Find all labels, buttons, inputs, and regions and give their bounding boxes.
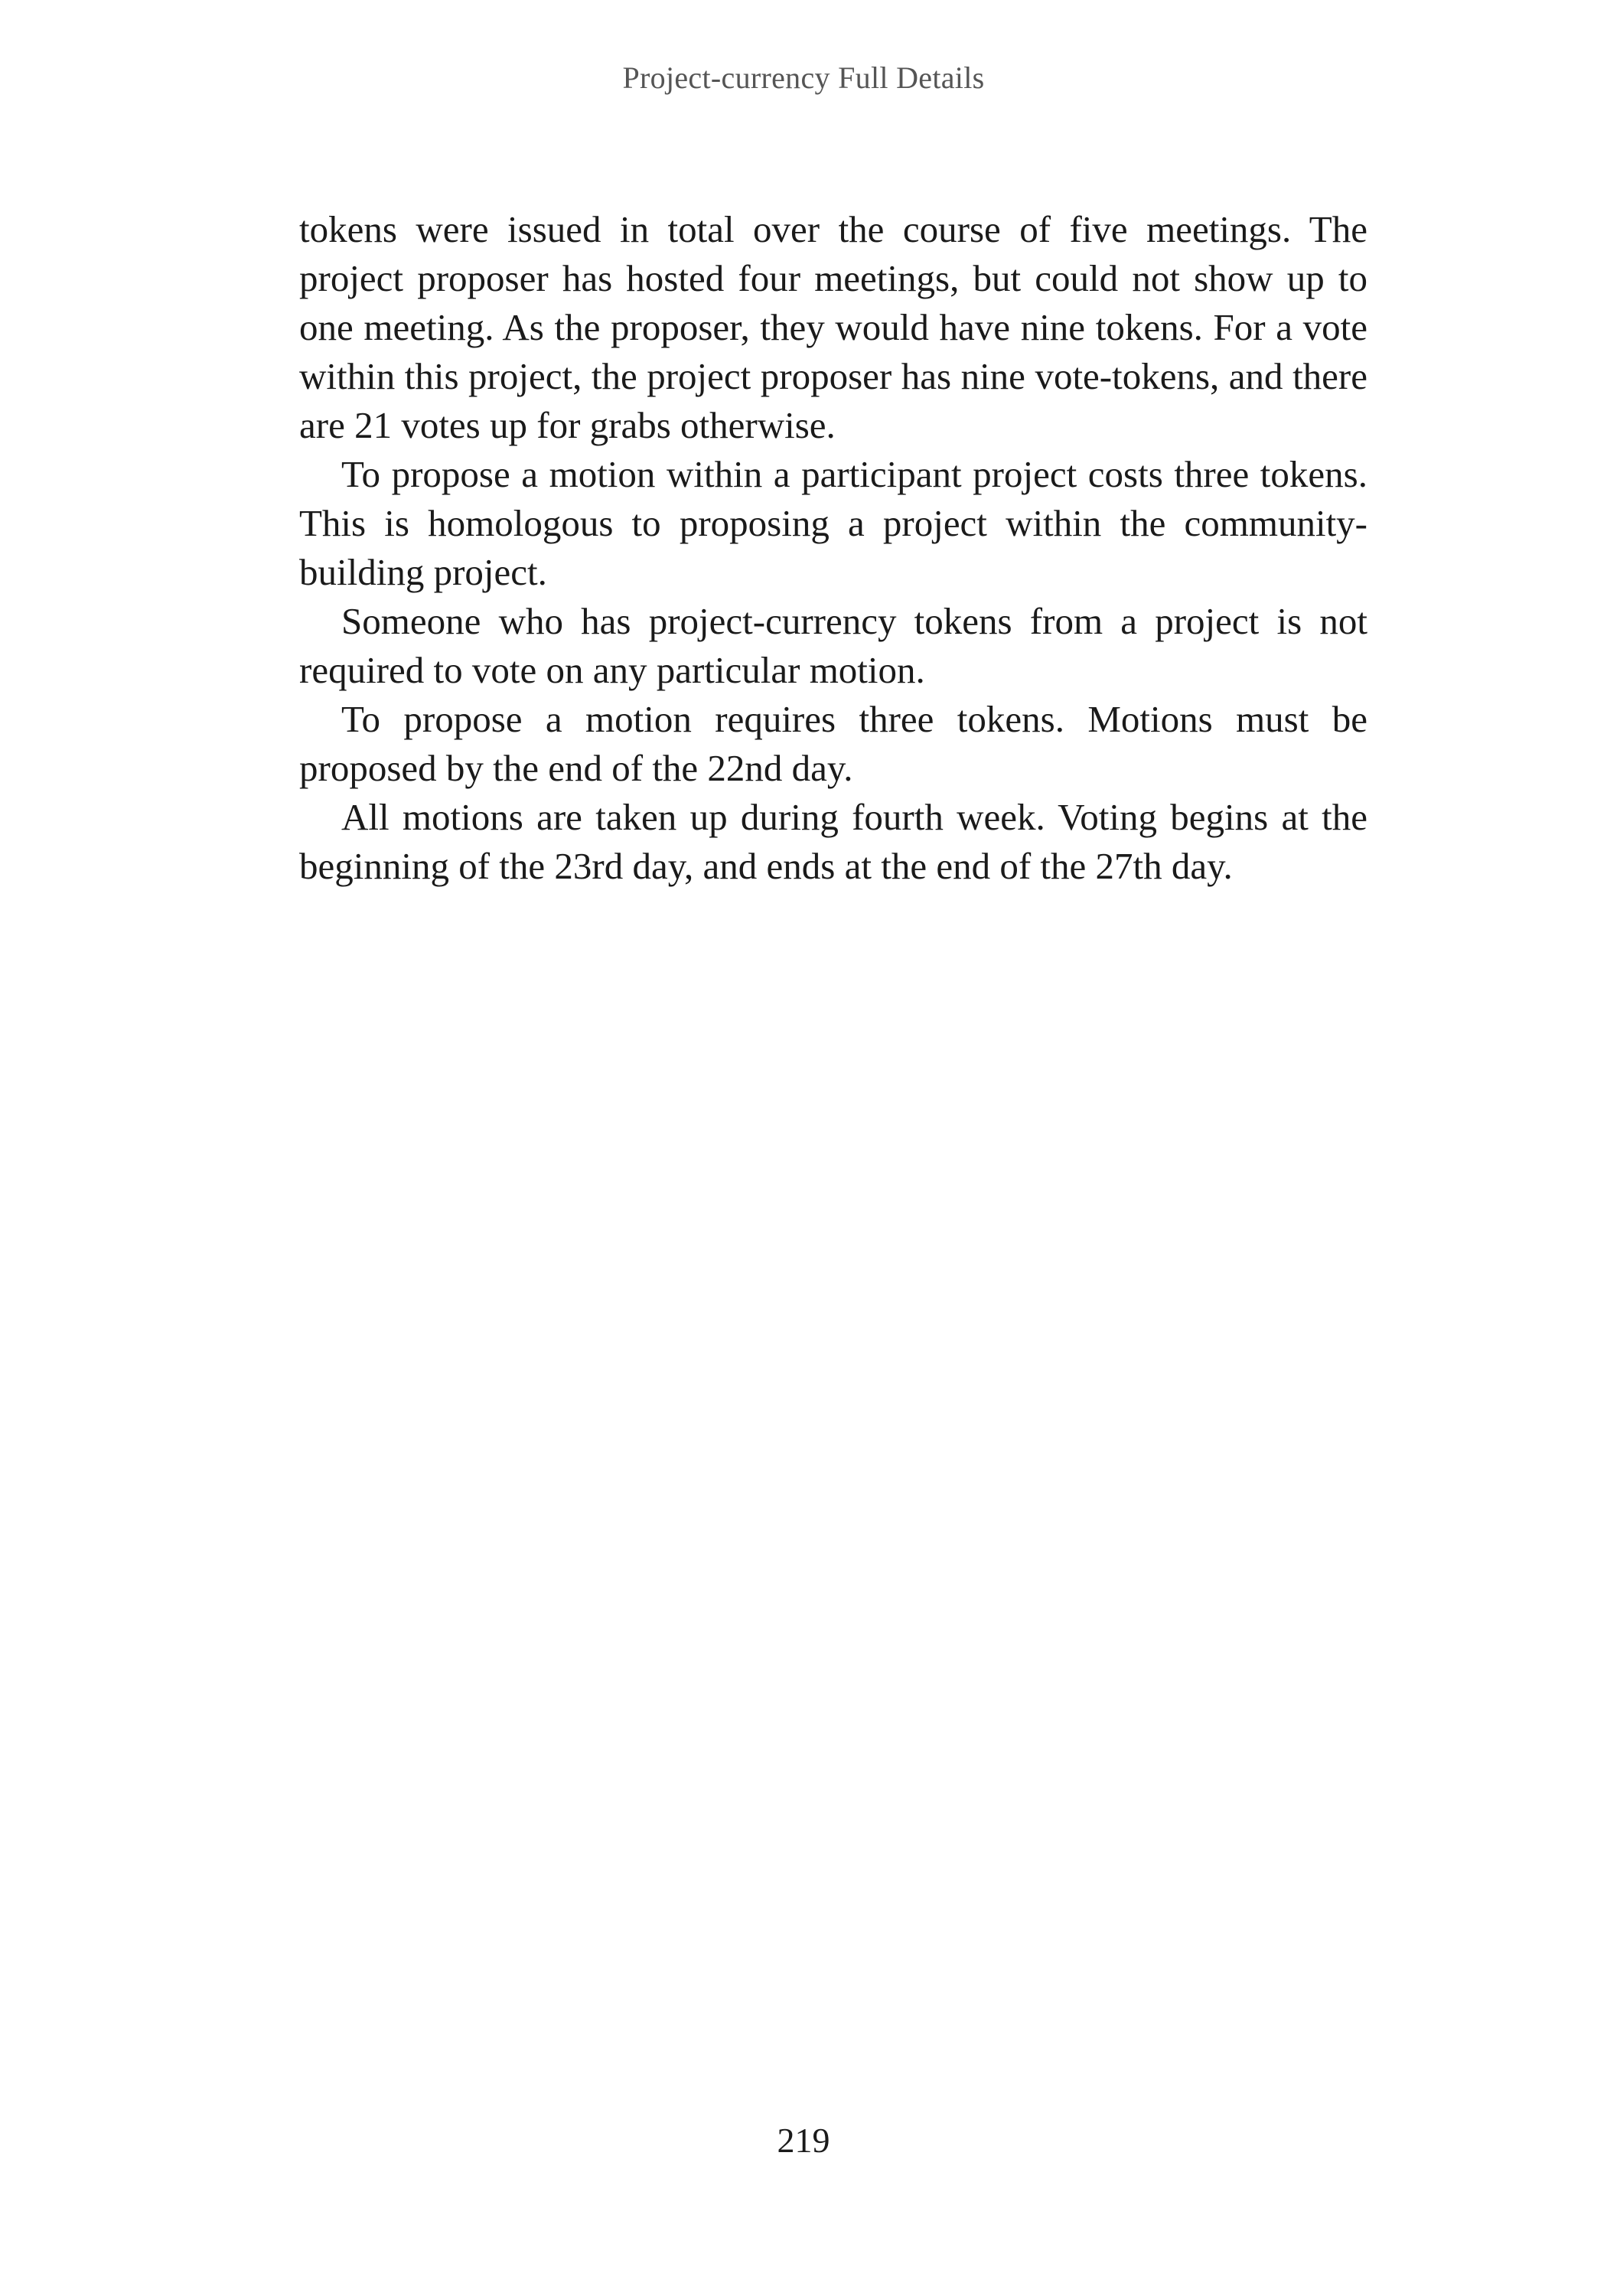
- paragraph-continued: tokens were issued in total over the course of five meetings. The project proposer has hosted four meetings, but could not show up to one meeting. As the proposer, they would have nine tokens. For a vote within this project, the project proposer has nine vote-tokens, and there are 21 votes up for grabs otherwise.: [299, 208, 1367, 446]
- paragraph-motion-cost: To propose a motion within a participant project costs three tokens. This is homologous to proposing a project within the community-building project.: [299, 453, 1367, 593]
- paragraph-voting-optional: Someone who has project-currency tokens from a project is not required to vote on any particular motion.: [299, 600, 1367, 691]
- paragraph-voting-schedule: All motions are taken up during fourth week. Voting begins at the beginning of the 23rd day, and ends at the end of the 27th day.: [299, 796, 1367, 887]
- paragraph-motion-deadline: To propose a motion requires three tokens. Motions must be proposed by the end of the 22nd day.: [299, 698, 1367, 789]
- page-number: 219: [777, 2121, 830, 2160]
- body-text: [299, 205, 1367, 891]
- running-header: Project-currency Full Details: [622, 60, 985, 95]
